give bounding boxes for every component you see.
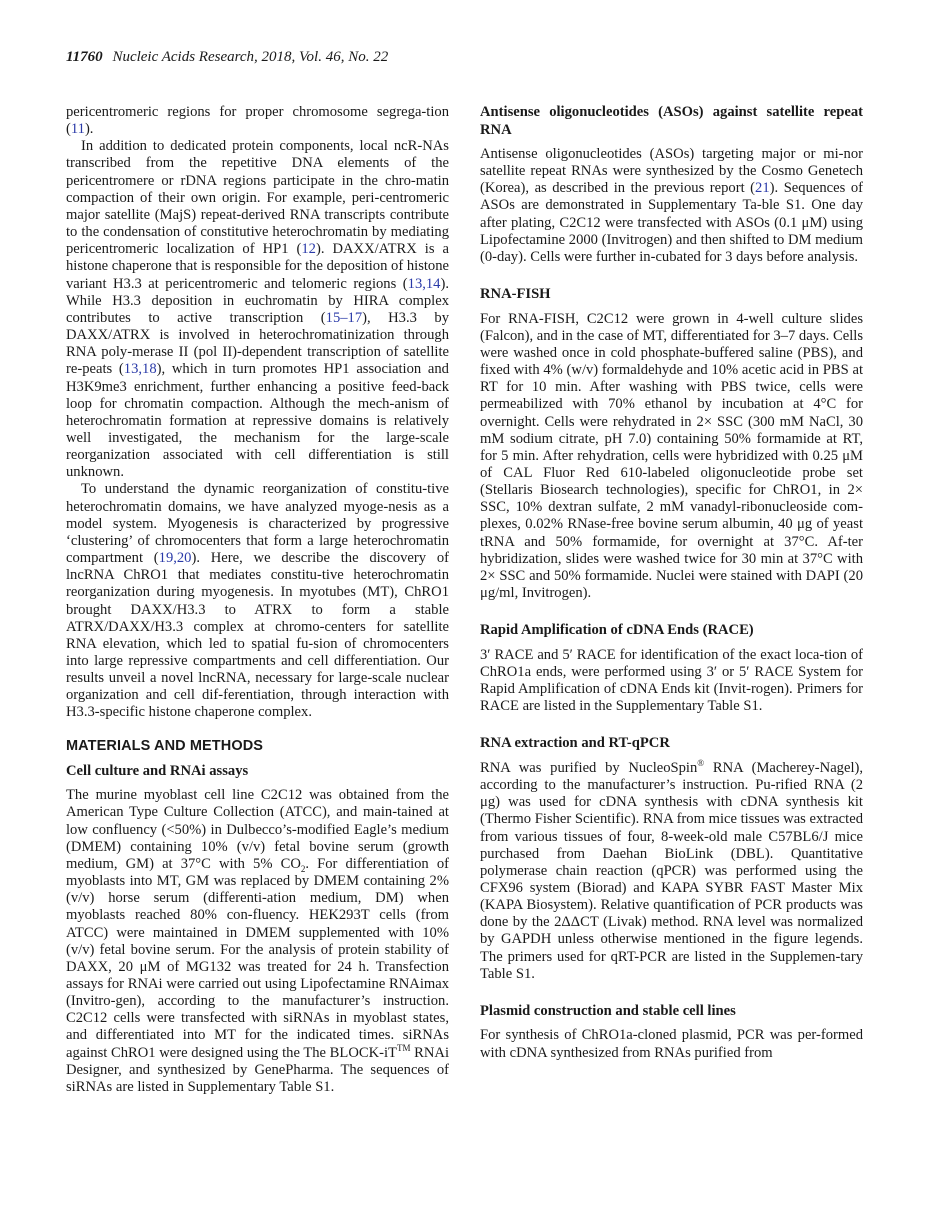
paragraph-study-aim: To understand the dynamic reorganization of constitu-tive heterochromatin domains, we have analyzed myoge-nesis as a model system. Myogenesis is characterized by progressive ‘clustering’ of chromocenters that form a large heterochromatin compartment (19,20). Here, we describe the discovery of lncRNA ChRO1 that mediates constitu-tive heterochromatin reorganization during myogenesis. In myotubes (MT), ChRO1 brought DAXX/H3.3 to ATRX to form a stable ATRX/DAXX/H3.3 complex at chromo-centers for satellite RNA elevation, which led to spatial fu-sion of chromocenters into large repressive compartments and cell differentiation. Our results unveil a novel lncRNA, necessary for large-scale nuclear organization and cell dif-ferentiation, through interaction with H3.3-specific histone chaperone complex. [66, 481, 449, 721]
left-column [66, 104, 449, 1096]
paragraph-rt-qpcr: RNA was purified by NucleoSpin® RNA (Macherey-Nagel), according to the manufacturer’s instruction. Pu-rified RNA (2 μg) was used for cDNA synthesis with cDNA synthesis kit (Thermo Fisher Scientific). RNA from mice tissues was extracted from various tissues of four, 8-week-old male C57BL6/J mice purchased from Daehan BioLink (DBL). Quantitative polymerase chain reaction (qPCR) was performed using the CFX96 system (Biorad) and KAPA SYBR FAST Master Mix (KAPA Biosystem). Relative quantification of PCR products was done by the 2ΔΔCT (Livak) method. RNA level was normalized by GAPDH unless otherwise mentioned in the figure legends. The primers used for qRT-PCR are listed in the Supplemen-tary Table S1. [480, 758, 864, 982]
subsection-heading-cell-culture: Cell culture and RNAi assays [66, 762, 249, 779]
reference-link[interactable]: 12 [301, 241, 316, 258]
subsection-heading-plasmid: Plasmid construction and stable cell lines [480, 1002, 736, 1019]
subsection-heading-race: Rapid Amplification of cDNA Ends (RACE) [480, 622, 754, 639]
paragraph-plasmid: For synthesis of ChRO1a-cloned plasmid, PCR was per-formed with cDNA synthesized from RNAs purified from [480, 1027, 863, 1061]
section-rt-qpcr [480, 735, 863, 983]
section-plasmid [480, 1003, 863, 1062]
page-number: 11760 [66, 49, 103, 65]
right-column [480, 104, 863, 1082]
paragraph-cell-culture: The murine myoblast cell line C2C12 was obtained from the American Type Culture Collection (ATCC), and main-tained at low confluency (<50%) in Dulbecco’s-modified Eagle’s medium (DMEM) containing 10% (v/v) fetal bovine serum (growth medium, GM) at 37°C with 5% $CO_2$. For differentiation of myoblasts into MT, GM was replaced by DMEM containing 2% (v/v) horse serum (differenti-ation medium, DM) when myoblasts reached 80% con-fluency. HEK293T cells (from ATCC) were maintained in DMEM supplemented with 10% (v/v) fetal bovine serum. For the analysis of protein stability of DAXX, 20 μM of MG132 was treated for 24 h. Transfection assays for RNAi were carried out using Lipofectamine RNAimax (Invitro-gen), according to the manufacturer’s instruction. C2C12 cells were transfected with siRNAs in myoblast states, and differentiated into MT for the indicated times. siRNAs against ChRO1 were designed using the The BLOCK-iT™ RNAi Designer, and synthesized by GenePharma. The sequences of siRNAs are listed in Supplementary Table S1. [66, 787, 450, 1095]
journal-citation: Nucleic Acids Research, 2018, Vol. 46, No. 22 [112, 49, 389, 65]
paragraph-ncrna: In addition to dedicated protein components, local ncR-NAs transcribed from the repetitive DNA elements of the pericentromere or rDNA regions participate in the chro-matin compaction of their own origin. For example, peri-centromeric major satellite (MajS) repeat-derived RNA transcripts contribute to the condensation of constitutive heterochromatin by mediating pericentromeric localization of HP1 (12). DAXX/ATRX is a histone chaperone that is responsible for the deposition of histone variant H3.3 at pericentromeric and telomeric regions (13,14). While H3.3 deposition in euchromatin by HIRA complex contributes to active transcription (15–17), H3.3 by DAXX/ATRX is involved in heterochromatinization through RNA poly-merase II (pol II)-dependent transcription of satellite re-peats (13,18), which in turn promotes HP1 association and H3K9me3 enrichment, further enhancing a positive feed-back loop for chromatin compaction. Although the mech-anism of heterochromatin formation at repressive domains is relatively well investigated, the mechanism for the large-scale reorganization associated with cell differentiation is still unknown. [66, 138, 450, 481]
running-head [66, 49, 388, 66]
reference-link[interactable]: 19,20 [158, 550, 192, 567]
subsection-heading-rna-fish: RNA-FISH [480, 286, 551, 303]
paragraph-rna-fish: For RNA-FISH, C2C12 were grown in 4-well culture slides (Falcon), and in the case of MT, differentiated for 3–7 days. Cells were washed once in cold phosphate-buffered saline (PBS), and fixed with 4% (w/v) formaldehyde and 10% acetic acid in PBS at RT for 10 min. After washing with PBS twice, cells were permeabilized with 70% ethanol by incubation at 4°C for overnight. Cells were rehydrated in 2× SSC (300 mM NaCl, 30 mM sodium citrate, pH 7.0) containing 50% formamide at RT, for 5 min. After rehydration, cells were hybridized with 0.25 μM of CAL Fluor Red 610-labeled oligonucleotide probe set (Stellaris Biosearch technologies), specific for ChRO1, in 2× SSC, 10% dextran sulfate, 2 mM vanadyl-ribonucleoside com-plexes, 0.02% RNase-free bovine serum albumin, 40 μg of yeast tRNA and 50% formamide, for overnight at 37°C. Af-ter hybridization, slides were washed twice for 30 min at 37°C with 2× SSC and 50% formamide. Nuclei were stained with DAPI (20 μg/ml, Invitrogen). [480, 310, 863, 602]
section-aso [480, 104, 863, 266]
subsection-heading-aso: Antisense oligonucleotides (ASOs) against satellite repeat RNA [480, 104, 863, 138]
section-heading-methods: MATERIALS AND METHODS [66, 737, 264, 754]
subsection-heading-rt-qpcr: RNA extraction and RT-qPCR [480, 735, 670, 752]
paragraph-aso: Antisense oligonucleotides (ASOs) targeting major or mi-nor satellite repeat RNAs were synthesized by the Cosmo Genetech (Korea), as described in the previous report (21). Sequences of ASOs are demonstrated in Supplementary Ta-ble S1. One day after plating, C2C12 were transfected with ASOs (0.1 μM) using Lipofectamine 2000 (Invitrogen) and then shifted to DM medium (0-day). Cells were further in-cubated for 3 days before analysis. [480, 146, 863, 265]
reference-link[interactable]: 13,18 [123, 361, 157, 378]
reference-link[interactable]: 21 [755, 180, 770, 197]
reference-link[interactable]: 15–17 [325, 309, 363, 326]
section-race [480, 622, 863, 715]
paragraph-intro-continued: pericentromeric regions for proper chromosome segrega-tion (11). [66, 104, 449, 138]
section-rna-fish [480, 286, 863, 602]
paragraph-race: 3′ RACE and 5′ RACE for identification of the exact loca-tion of ChRO1a ends, were performed using 3′ or 5′ RACE System for Rapid Amplification of cDNA Ends kit (Invit-rogen). Primers for RACE are listed in the Supplementary Table S1. [480, 646, 863, 715]
reference-link[interactable]: 11 [70, 121, 85, 138]
reference-link[interactable]: 13,14 [407, 275, 441, 292]
